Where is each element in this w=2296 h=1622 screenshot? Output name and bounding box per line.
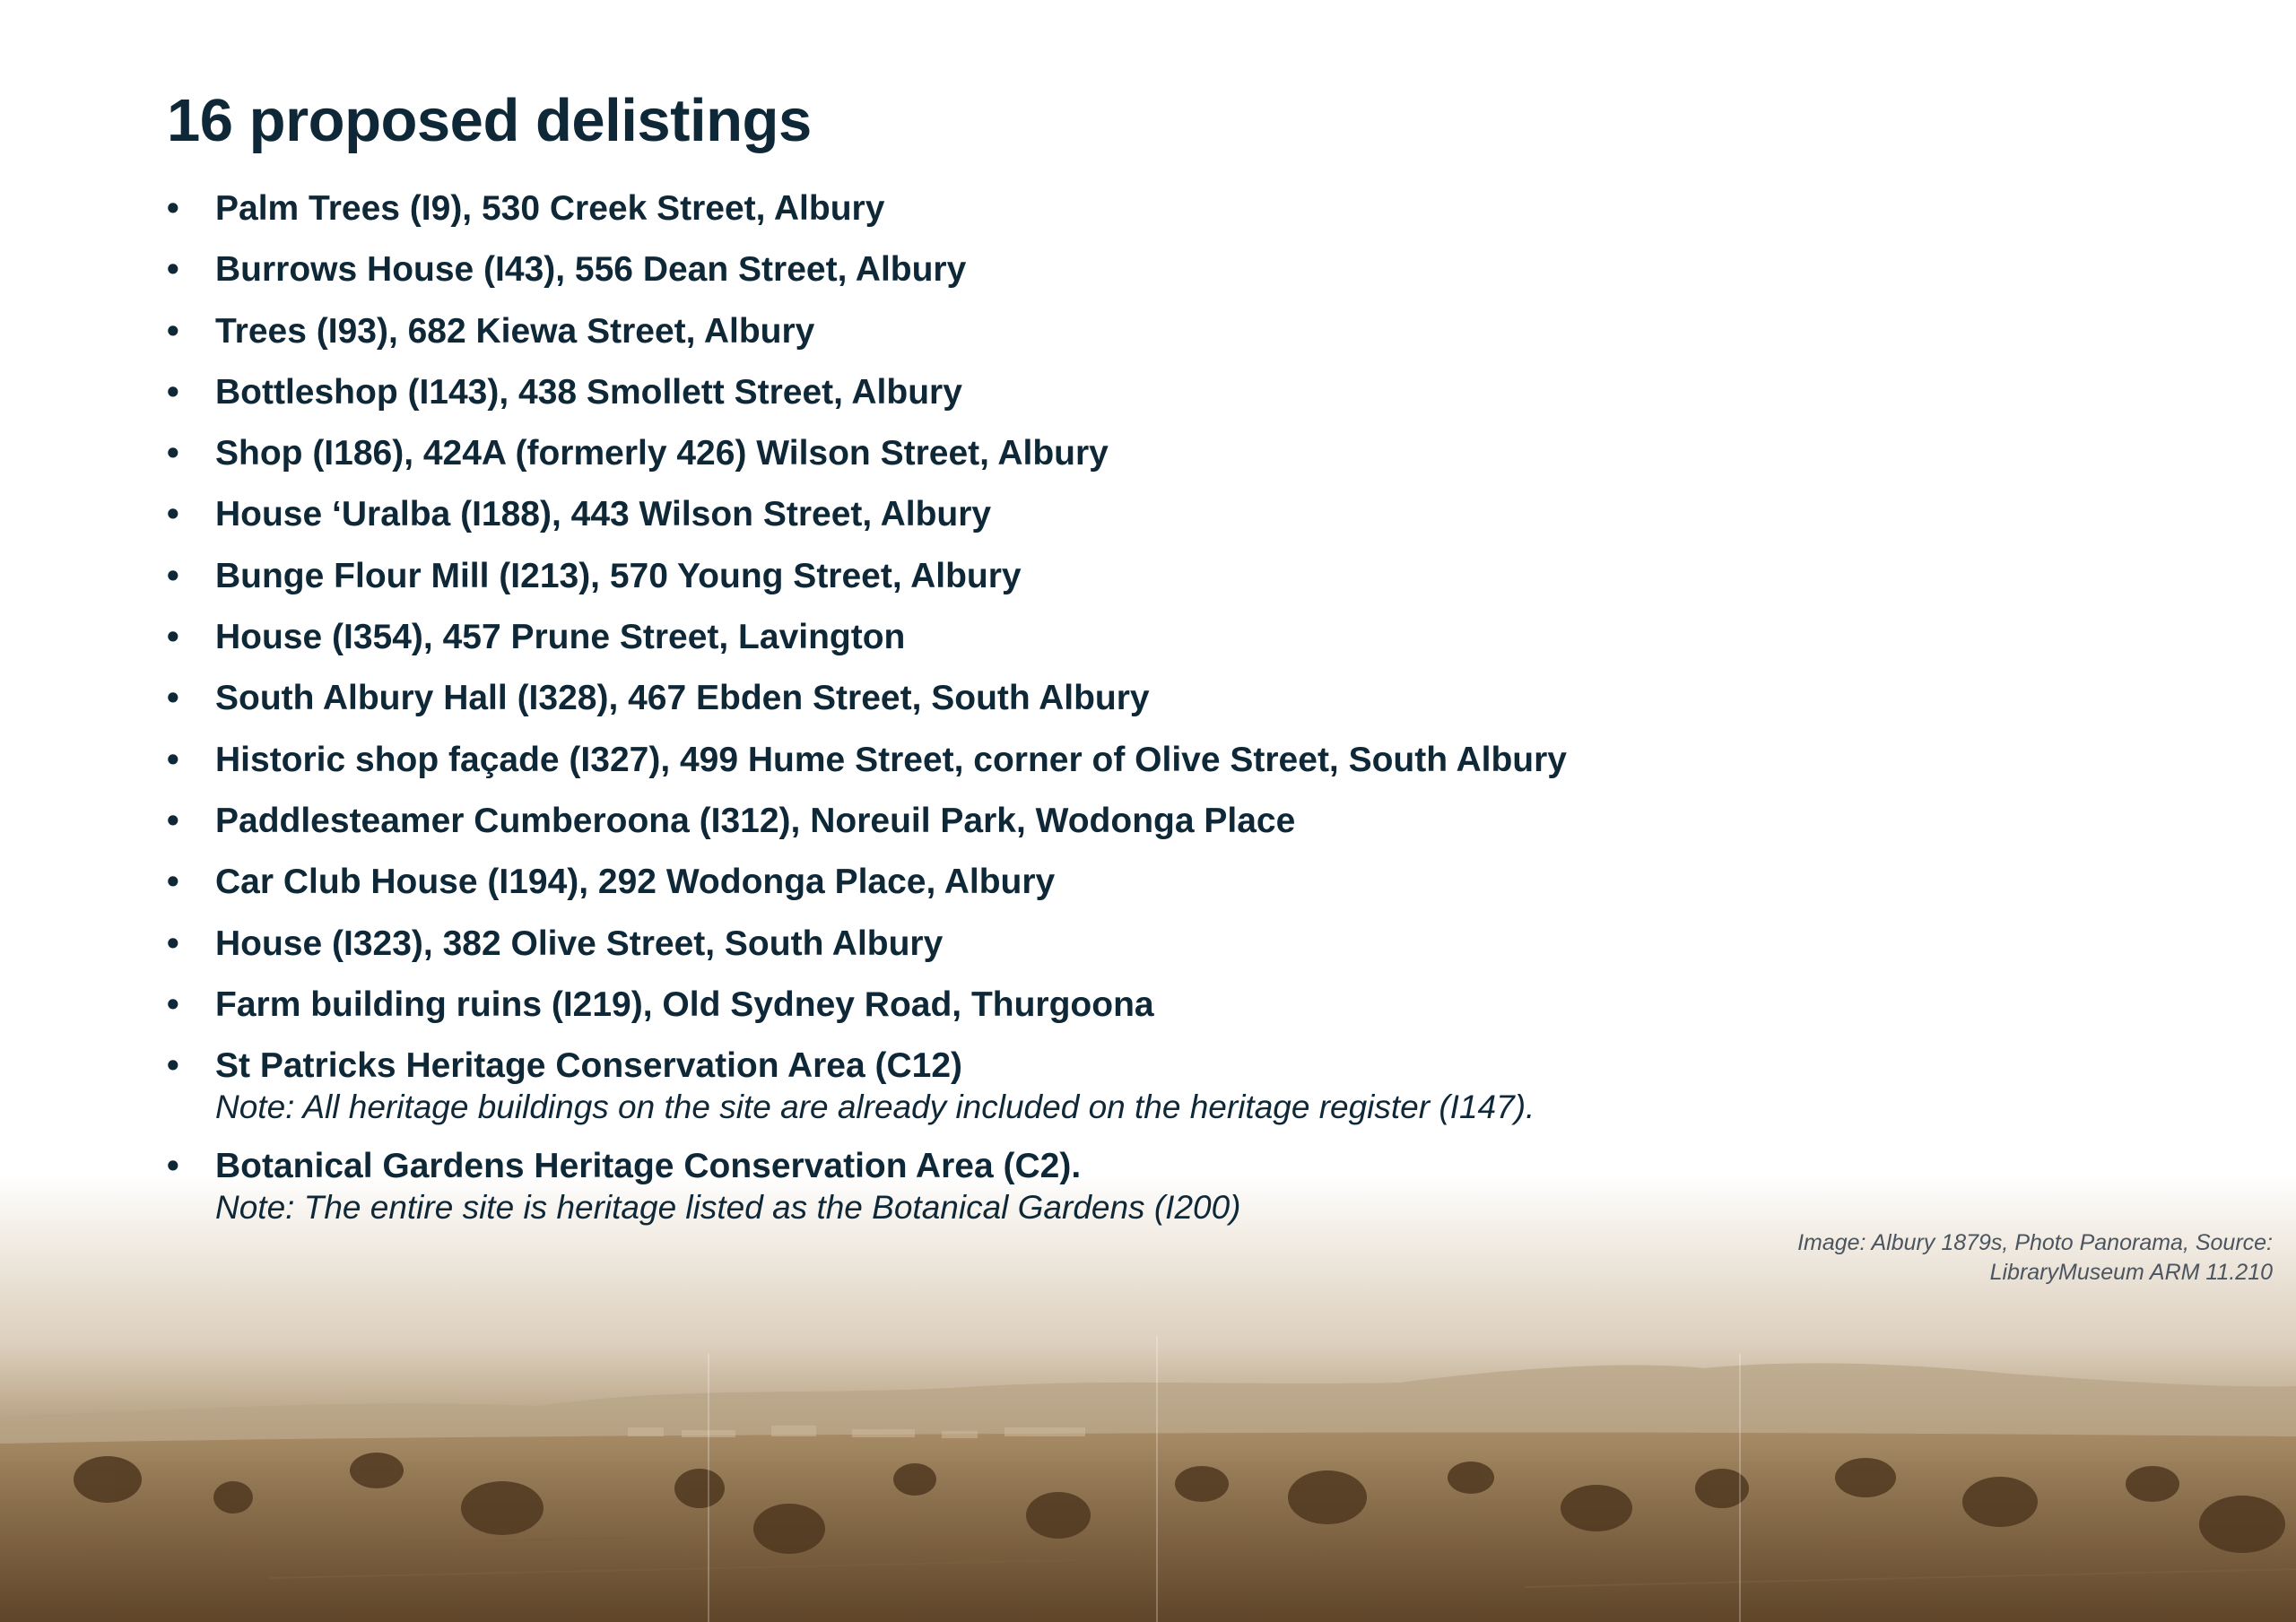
bullet: • <box>167 311 179 351</box>
image-caption <box>1797 1228 2273 1288</box>
bullet: • <box>167 801 179 840</box>
bullet: • <box>167 1147 179 1186</box>
item-text: Palm Trees (I9), 530 Creek Street, Albury <box>215 189 885 228</box>
caption-line: Image: Albury 1879s, Photo Panorama, Source: <box>1797 1230 2273 1255</box>
item-text: Farm building ruins (I219), Old Sydney Road, Thurgoona <box>215 984 1154 1024</box>
bullet: • <box>167 434 179 473</box>
item-text: Burrows House (I43), 556 Dean Street, Albury <box>215 250 967 290</box>
list-item <box>167 676 1853 721</box>
list-item <box>167 615 1853 660</box>
list-item <box>167 554 1853 599</box>
item-text: Historic shop façade (I327), 499 Hume Street, corner of Olive Street, South Albury <box>215 740 1567 779</box>
bullet: • <box>167 189 179 228</box>
list-item <box>167 983 1853 1028</box>
delisting-list <box>167 186 1853 1245</box>
bullet: • <box>167 495 179 534</box>
list-item <box>167 1144 1853 1228</box>
item-text: Car Club House (I194), 292 Wodonga Place, Albury <box>215 863 1056 902</box>
list-item <box>167 738 1853 783</box>
list-item <box>167 860 1853 905</box>
list-item <box>167 1044 1853 1128</box>
bullet: • <box>167 924 179 963</box>
list-item <box>167 431 1853 476</box>
item-note: Note: All heritage buildings on the site are already included on the heritage register (I147). <box>215 1089 1535 1126</box>
list-item <box>167 922 1853 967</box>
item-text: House (I354), 457 Prune Street, Lavington <box>215 618 906 657</box>
bullet: • <box>167 618 179 657</box>
list-item <box>167 492 1853 537</box>
list-item <box>167 309 1853 354</box>
item-text: House (I323), 382 Olive Street, South Albury <box>215 924 944 963</box>
bullet: • <box>167 372 179 412</box>
bullet: • <box>167 556 179 595</box>
item-text: House ‘Uralba (I188), 443 Wilson Street, Albury <box>215 495 992 534</box>
item-text: Botanical Gardens Heritage Conservation Area (C2). <box>215 1147 1082 1186</box>
item-text: Shop (I186), 424A (formerly 426) Wilson Street, Albury <box>215 434 1109 473</box>
item-text: St Patricks Heritage Conservation Area (C12) <box>215 1046 963 1086</box>
bullet: • <box>167 250 179 290</box>
bullet: • <box>167 863 179 902</box>
bullet: • <box>167 1046 179 1086</box>
caption-line: LibraryMuseum ARM 11.210 <box>1989 1260 2273 1285</box>
list-item <box>167 799 1853 844</box>
page-title: 16 proposed delistings <box>167 87 812 154</box>
list-item <box>167 186 1853 231</box>
bullet: • <box>167 740 179 779</box>
bullet: • <box>167 984 179 1024</box>
item-text: Trees (I93), 682 Kiewa Street, Albury <box>215 311 815 351</box>
list-item <box>167 247 1853 292</box>
item-text: Bottleshop (I143), 438 Smollett Street, Albury <box>215 372 962 412</box>
bullet: • <box>167 679 179 718</box>
list-item <box>167 370 1853 415</box>
item-text: South Albury Hall (I328), 467 Ebden Street, South Albury <box>215 679 1150 718</box>
item-text: Paddlesteamer Cumberoona (I312), Noreuil Park, Wodonga Place <box>215 801 1296 840</box>
item-note: Note: The entire site is heritage listed as the Botanical Gardens (I200) <box>215 1189 1241 1227</box>
item-text: Bunge Flour Mill (I213), 570 Young Street, Albury <box>215 556 1022 595</box>
